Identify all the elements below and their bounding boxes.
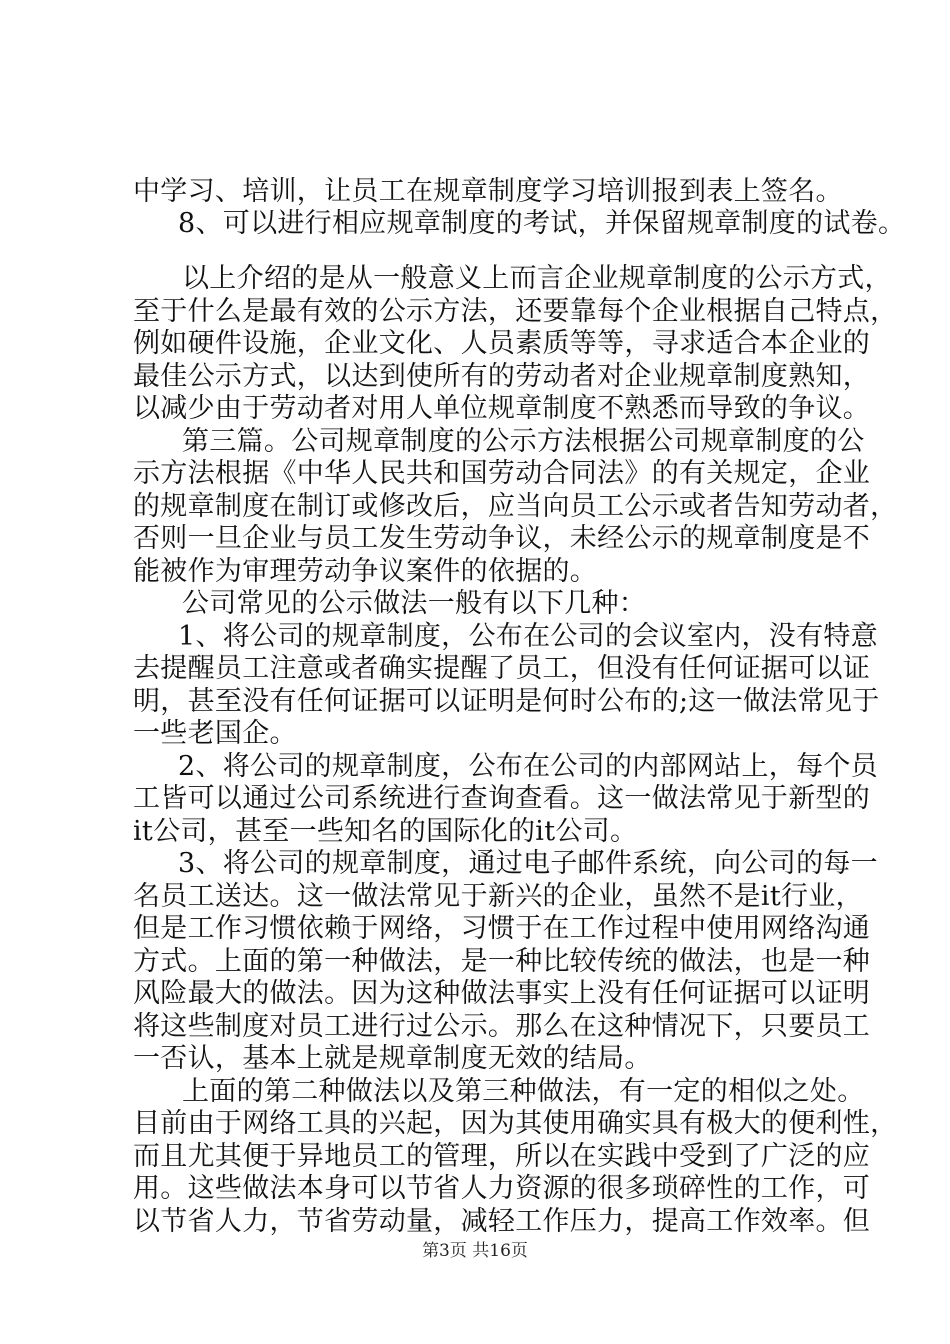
page-footer: 第3页 共16页: [422, 1241, 528, 1261]
text-line: it公司，甚至一些知名的国际化的it公司。: [133, 816, 638, 847]
text-line: 8、可以进行相应规章制度的考试，并保留规章制度的试卷。: [178, 208, 906, 239]
text-line: 上面的第二种做法以及第三种做法，有一定的相似之处。: [182, 1076, 865, 1107]
text-line: 否则一旦企业与员工发生劳动争议，未经公示的规章制度是不: [133, 523, 871, 554]
text-line: 能被作为审理劳动争议案件的依据的。: [133, 556, 598, 587]
text-line: 风险最大的做法。因为这种做法事实上没有任何证据可以证明: [133, 978, 871, 1009]
text-line: 工皆可以通过公司系统进行查询查看。这一做法常见于新型的: [133, 783, 871, 814]
text-line: 3、将公司的规章制度，通过电子邮件系统，向公司的每一: [178, 848, 878, 879]
text-line: 但是工作习惯依赖于网络，习惯于在工作过程中使用网络沟通: [133, 913, 871, 944]
text-line: 一些老国企。: [133, 718, 297, 749]
text-line: 例如硬件设施，企业文化、人员素质等等，寻求适合本企业的: [133, 328, 871, 359]
text-line: 用。这些做法本身可以节省人力资源的很多琐碎性的工作，可: [133, 1173, 871, 1204]
text-line: 方式。上面的第一种做法，是一种比较传统的做法，也是一种: [133, 946, 871, 977]
text-line: 最佳公示方式，以达到使所有的劳动者对企业规章制度熟知，: [133, 361, 871, 392]
text-line: 将这些制度对员工进行过公示。那么在这种情况下，只要员工: [133, 1011, 871, 1042]
text-line: 一否认，基本上就是规章制度无效的结局。: [133, 1043, 652, 1074]
text-line: 公司常见的公示做法一般有以下几种：: [182, 588, 647, 619]
text-line: 以上介绍的是从一般意义上而言企业规章制度的公示方式，: [182, 263, 892, 294]
text-line: 至于什么是最有效的公示方法，还要靠每个企业根据自己特点，: [133, 296, 898, 327]
text-line: 去提醒员工注意或者确实提醒了员工，但没有任何证据可以证: [133, 653, 871, 684]
text-line: 示方法根据《中华人民共和国劳动合同法》的有关规定，企业: [133, 458, 871, 489]
text-line: 的规章制度在制订或修改后，应当向员工公示或者告知劳动者，: [133, 491, 898, 522]
text-line: 目前由于网络工具的兴起，因为其使用确实具有极大的便利性，: [133, 1108, 898, 1139]
text-line: 中学习、培训，让员工在规章制度学习培训报到表上签名。: [133, 176, 843, 207]
text-line: 明，甚至没有任何证据可以证明是何时公布的;这一做法常见于: [133, 686, 880, 717]
text-line: 以减少由于劳动者对用人单位规章制度不熟悉而导致的争议。: [133, 393, 871, 424]
text-line: 1、将公司的规章制度，公布在公司的会议室内，没有特意: [178, 621, 878, 652]
text-line: 而且尤其便于异地员工的管理，所以在实践中受到了广泛的应: [133, 1141, 871, 1172]
text-line: 第三篇。公司规章制度的公示方法根据公司规章制度的公: [182, 426, 865, 457]
text-line: 2、将公司的规章制度，公布在公司的内部网站上，每个员: [178, 751, 878, 782]
text-line: 名员工送达。这一做法常见于新兴的企业，虽然不是it行业，: [133, 881, 863, 912]
text-line: 以节省人力，节省劳动量，减轻工作压力，提高工作效率。但: [133, 1206, 871, 1237]
